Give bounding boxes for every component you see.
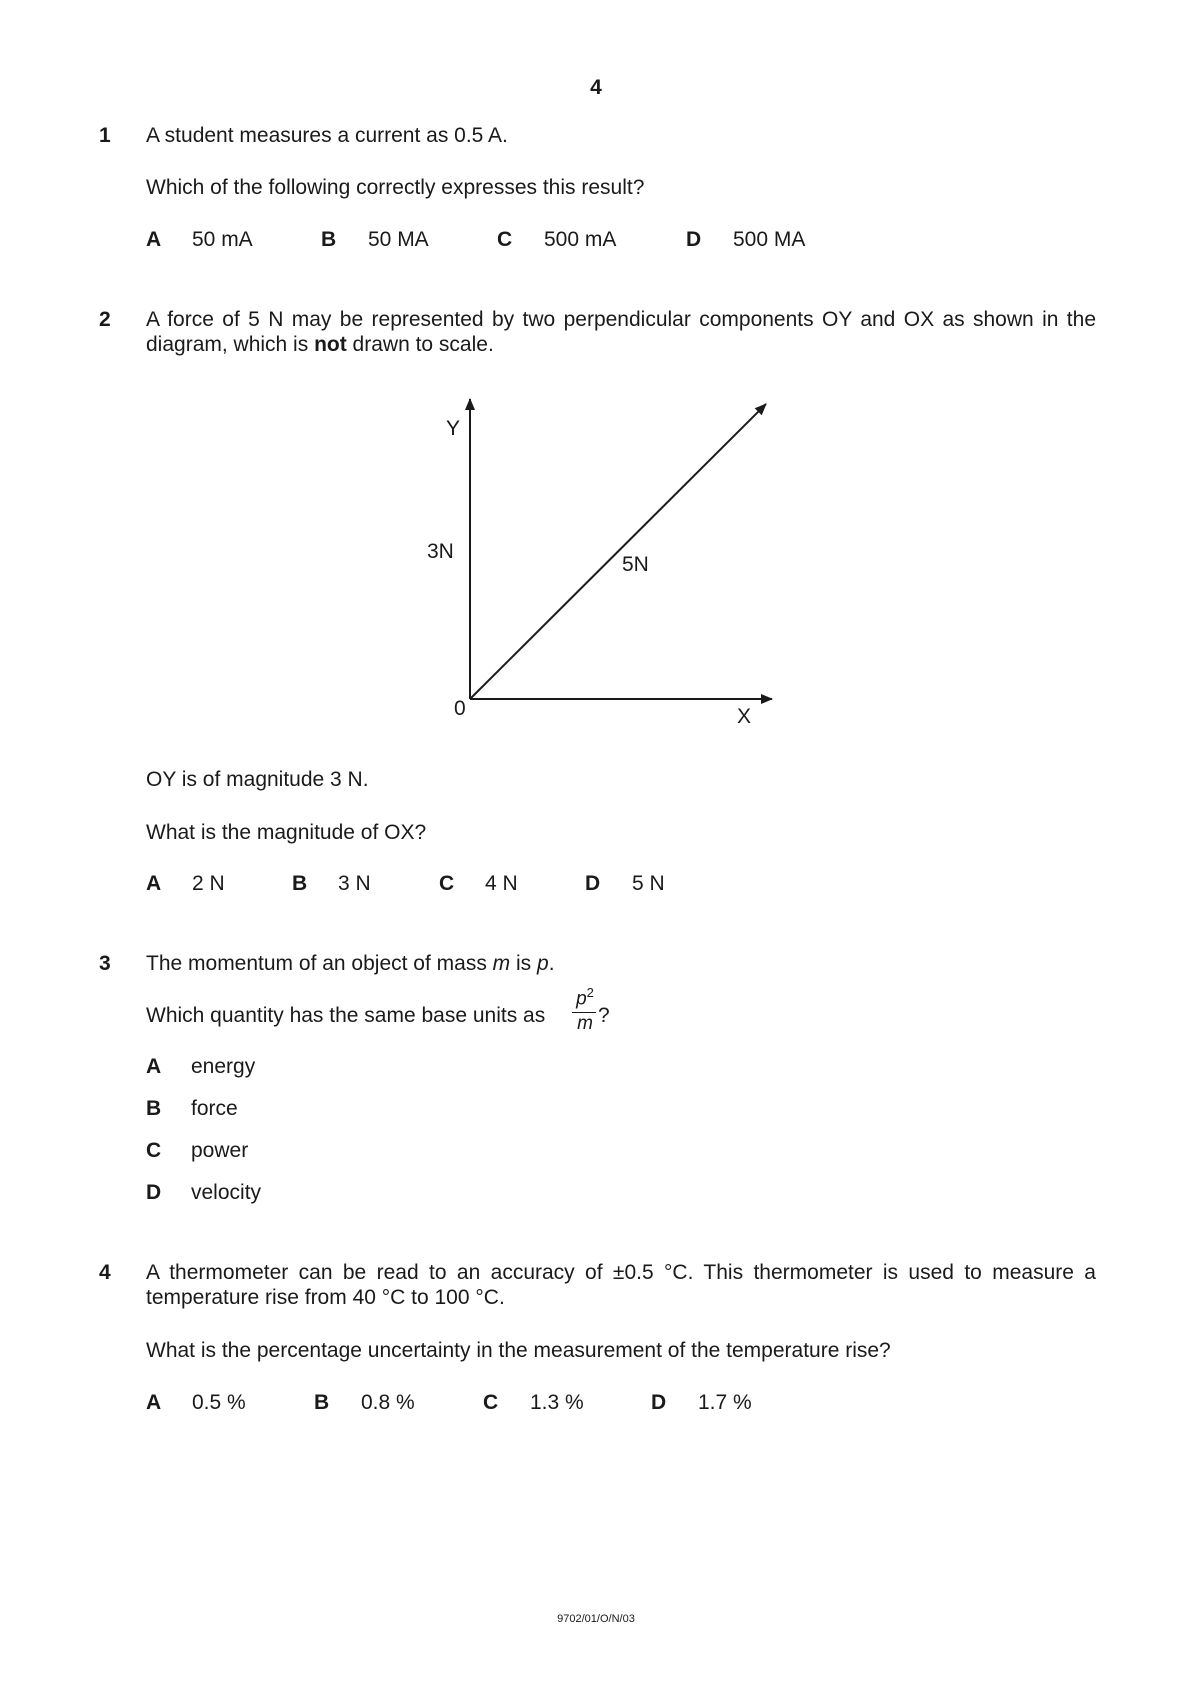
stem-text: A force of 5 N may be represented by two perpendicular components OY and OX as shown in the diagram, which is [146,308,1096,357]
option-text: 1.7 % [698,1391,752,1414]
option-text: 3 N [338,872,371,895]
question-4-question: What is the percentage uncertainty in the measurement of the temperature rise? [146,1339,891,1362]
page-number: 4 [590,76,602,99]
option-letter: D [651,1391,667,1414]
label-x: X [737,705,752,728]
option-letter: B [314,1391,330,1414]
stem-text: is [510,952,537,975]
label-origin: 0 [454,697,466,720]
fraction-numerator: $p^2$ [576,985,594,1010]
option-text: 1.3 % [530,1391,584,1414]
question-1-question: Which of the following correctly expresses this result? [146,176,645,199]
question-2-number: 2 [99,308,111,331]
option-letter: A [146,1055,162,1078]
option-text: velocity [191,1181,262,1204]
option-text: 500 mA [544,228,617,251]
option-text: 50 mA [192,228,253,251]
option-letter: A [146,1391,162,1414]
option-letter: C [483,1391,499,1414]
option-letter: B [321,228,337,251]
option-letter: B [146,1097,162,1120]
stem-text: . [548,952,555,975]
option-text: 500 MA [733,228,806,251]
footer-code: 9702/01/O/N/03 [557,1613,635,1625]
question-1-stem: A student measures a current as 0.5 A. [146,124,508,147]
stem-text: The momentum of an object of mass [146,952,493,975]
option-letter: A [146,872,162,895]
question-4-stem: A thermometer can be read to an accuracy of ±0.5 °C. This thermometer is used to measure a temperature rise from 40 °C to 100 °C. [146,1261,1096,1310]
question-3-number: 3 [99,952,111,975]
option-text: 2 N [192,872,225,895]
option-text: 5 N [632,872,665,895]
question-3-question-text: Which quantity has the same base units as [146,1004,546,1027]
option-text: energy [191,1055,256,1078]
symbol-m: m [492,952,511,975]
option-letter: D [585,872,601,895]
option-text: 50 MA [368,228,429,251]
option-letter: D [686,228,702,251]
label-3n: 3N [427,540,454,563]
option-letter: C [439,872,455,895]
stem-text: drawn to scale. [346,333,494,357]
question-2-info: OY is of magnitude 3 N. [146,768,369,791]
question-4-number: 4 [99,1261,111,1284]
label-5n: 5N [622,553,649,576]
option-letter: C [146,1139,162,1162]
question-1-number: 1 [99,124,111,147]
option-letter: B [292,872,308,895]
option-letter: A [146,228,162,251]
option-letter: C [497,228,513,251]
option-letter: D [146,1181,162,1204]
question-3-stem [146,951,555,976]
option-text: force [191,1097,238,1120]
fraction-denominator: m [577,1013,593,1034]
label-y: Y [446,417,461,440]
option-text: 0.5 % [192,1391,246,1414]
resultant-vector [470,404,766,699]
question-2-question: What is the magnitude of OX? [146,821,427,844]
question-3-question-mark: ? [598,1004,610,1027]
option-text: 0.8 % [361,1391,415,1414]
option-text: power [191,1139,249,1162]
option-text: 4 N [485,872,518,895]
stem-bold: not [314,333,347,357]
symbol-p: p [537,952,549,975]
